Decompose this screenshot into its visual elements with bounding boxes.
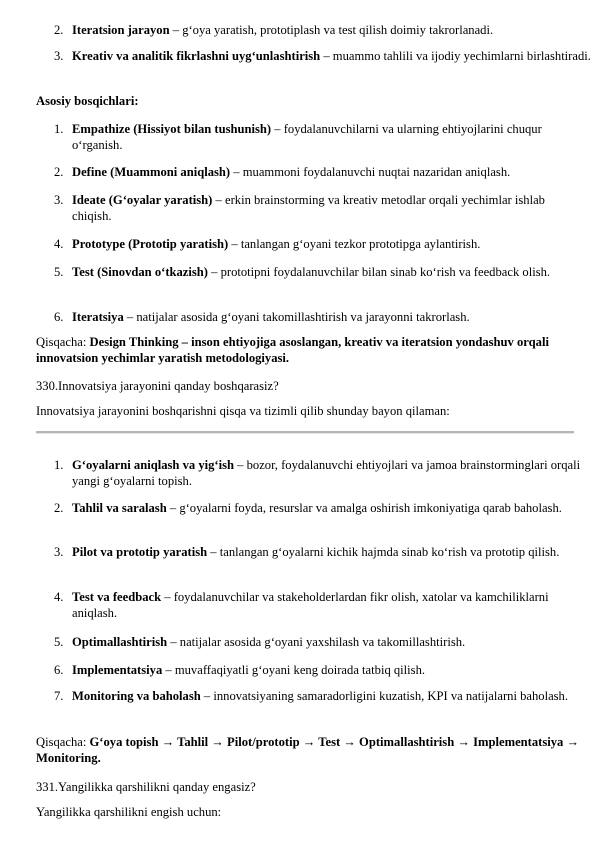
list-item-desc: – foydalanuvchilarni va ularning ehtiyojlarini chuqur o‘rganish.	[72, 122, 542, 152]
list-text	[72, 634, 584, 650]
list-item-title: Pilot va prototip yaratish	[72, 545, 208, 559]
list-number: 5.	[54, 265, 64, 279]
list-number: 2.	[54, 501, 64, 515]
list-item-desc: – muammoni foydalanuvchi nuqtai nazaridan aniqlash.	[230, 165, 511, 179]
list-item-desc: – bozor, foydalanuvchi ehtiyojlari va jamoa brainstorminglari orqali yangi g‘oyalarni topish.	[72, 458, 581, 488]
list-item-desc: – tanlangan g‘oyani tezkor prototipga aylantirish.	[228, 237, 481, 251]
list-item-title: Test (Sinovdan o‘tkazish)	[72, 265, 208, 279]
list-text	[72, 500, 584, 516]
list-number: 6.	[54, 310, 64, 324]
list-item-title: Test va feedback	[72, 590, 162, 604]
list-number: 3.	[54, 193, 64, 207]
list-item-title: Monitoring va baholash	[72, 689, 201, 703]
list-item-title: Prototype (Prototip yaratish)	[72, 237, 229, 251]
list-number: 2.	[54, 23, 64, 37]
section-heading-text: Asosiy bosqichlari:	[36, 94, 139, 108]
list-item-desc: – g‘oya yaratish, prototiplash va test qilish doimiy takrorlanadi.	[169, 23, 494, 37]
list-text	[72, 236, 584, 252]
list-item-desc: – g‘oyalarni foyda, resurslar va amalga oshirish imkoniyatiga qarab baholash.	[166, 501, 562, 515]
intro-paragraph: Yangilikka qarshilikni engish uchun:	[36, 805, 222, 819]
list-text	[72, 48, 594, 64]
list-item-title: Iteratsion jarayon	[72, 23, 170, 37]
list-item-desc: – natijalar asosida g‘oyani yaxshilash va takomillashtirish.	[167, 635, 466, 649]
list-number: 4.	[54, 237, 64, 251]
question-heading: 331.Yangilikka qarshilikni qanday engasiz?	[36, 780, 256, 794]
list-item-desc: – erkin brainstorming va kreativ metodlar orqali yechimlar ishlab chiqish.	[72, 193, 545, 223]
list-number: 1.	[54, 122, 64, 136]
list-number: 7.	[54, 689, 64, 703]
intro-paragraph: Innovatsiya jarayonini boshqarishni qisqa va tizimli qilib shunday bayon qilaman:	[36, 404, 450, 418]
list-text	[72, 264, 584, 280]
list-text	[72, 22, 584, 38]
list-text	[72, 457, 584, 489]
list-number: 6.	[54, 663, 64, 677]
list-text	[72, 192, 584, 224]
list-item-title: G‘oyalarni aniqlash va yig‘ish	[72, 458, 235, 472]
list-item-title: Define (Muammoni aniqlash)	[72, 165, 231, 179]
list-text	[72, 662, 584, 678]
list-item-desc: – prototipni foydalanuvchilar bilan sinab ko‘rish va feedback olish.	[208, 265, 551, 279]
summary-text: G‘oya topish → Tahlil → Pilot/prototip → Test → Optimallashtirish → Implementatsiya → Monitoring.	[36, 735, 580, 765]
list-number: 2.	[54, 165, 64, 179]
list-item-desc: – innovatsiyaning samaradorligini kuzatish, KPI va natijalarni baholash.	[200, 689, 569, 703]
section-heading	[36, 93, 586, 109]
list-item-desc: – muvaffaqiyatli g‘oyani keng doirada tatbiq qilish.	[162, 663, 426, 677]
list-item-desc: – foydalanuvchilar va stakeholderlardan fikr olish, xatolar va kamchiliklarni aniqlash.	[72, 590, 549, 620]
summary-text: Design Thinking – inson ehtiyojiga asoslangan, kreativ va iteratsion yondashuv orqali innovatsion yechimlar yaratish metodologiyasi.	[36, 335, 549, 365]
list-text	[72, 589, 584, 621]
list-item-title: Iteratsiya	[72, 310, 124, 324]
list-item-desc: – tanlangan g‘oyalarni kichik hajmda sinab ko‘rish va prototip qilish.	[207, 545, 560, 559]
list-text	[72, 121, 584, 153]
list-item-title: Tahlil va saralash	[72, 501, 167, 515]
list-text	[72, 544, 584, 560]
list-item-desc: – natijalar asosida g‘oyani takomillashtirish va jarayonni takrorlash.	[123, 310, 470, 324]
list-text	[72, 164, 584, 180]
list-number: 5.	[54, 635, 64, 649]
list-number: 3.	[54, 49, 64, 63]
list-item-desc: – muammo tahlili va ijodiy yechimlarni birlashtiradi.	[320, 49, 591, 63]
list-item-title: Kreativ va analitik fikrlashni uyg‘unlashtirish	[72, 49, 321, 63]
list-number: 3.	[54, 545, 64, 559]
question-heading: 330.Innovatsiya jarayonini qanday boshqarasiz?	[36, 379, 279, 393]
list-item-title: Implementatsiya	[72, 663, 163, 677]
list-number: 4.	[54, 590, 64, 604]
summary-label: Qisqacha:	[36, 335, 90, 349]
list-item-title: Empathize (Hissiyot bilan tushunish)	[72, 122, 272, 136]
horizontal-divider	[36, 431, 574, 433]
summary-paragraph	[36, 734, 586, 766]
summary-label: Qisqacha:	[36, 735, 90, 749]
list-number: 1.	[54, 458, 64, 472]
list-item-title: Ideate (G‘oyalar yaratish)	[72, 193, 213, 207]
summary-paragraph	[36, 334, 586, 366]
list-text	[72, 688, 594, 704]
list-item-title: Optimallashtirish	[72, 635, 168, 649]
list-text	[72, 309, 584, 325]
